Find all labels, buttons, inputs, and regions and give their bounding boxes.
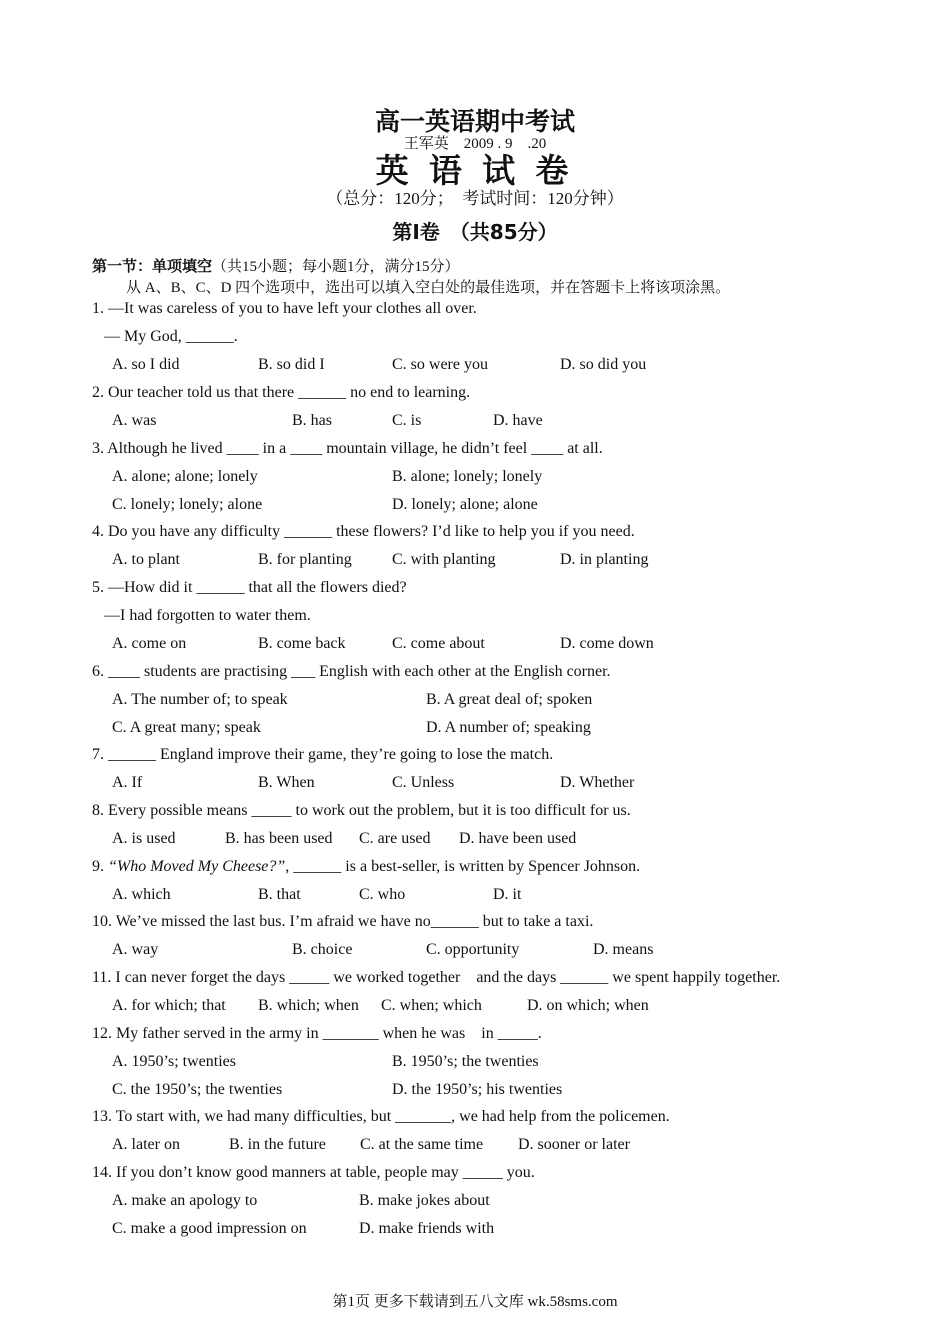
- question-9-option-b: B. that: [258, 886, 301, 903]
- question-3-option-b: B. alone; lonely; lonely: [392, 468, 543, 485]
- question-14-option-d: D. make friends with: [359, 1220, 495, 1237]
- question-8-stem: 8. Every possible means _____ to work out the problem, but it is too difficult for us.: [92, 802, 631, 819]
- question-10-option-a: A. way: [112, 941, 159, 958]
- question-7-option-d: D. Whether: [560, 774, 635, 791]
- question-14-option-c: C. make a good impression on: [112, 1220, 307, 1237]
- question-12-stem: 12. My father served in the army in _______ when he was in _____.: [92, 1025, 542, 1042]
- question-10-option-b: B. choice: [292, 941, 353, 958]
- question-9-stem: [92, 857, 640, 877]
- question-7-option-a: A. If: [112, 774, 143, 791]
- question-9-option-a: A. which: [112, 886, 171, 903]
- question-9-book-title: “Who Moved My Cheese?”: [108, 858, 286, 875]
- section-heading-note: （共15小题；每小题1分，满分15分）: [212, 259, 460, 275]
- question-8-option-c: C. are used: [359, 830, 431, 847]
- paper-title: 英 语 试 卷: [375, 154, 575, 190]
- question-10-option-c: C. opportunity: [426, 941, 520, 958]
- page-footer: 第1页 更多下载请到五八文库 wk.58sms.com: [332, 1294, 618, 1310]
- question-14-option-b: B. make jokes about: [359, 1192, 490, 1209]
- question-12-option-c: C. the 1950’s; the twenties: [112, 1081, 283, 1098]
- question-2-option-a: A. was: [112, 412, 157, 429]
- question-1-option-a: A. so I did: [112, 356, 180, 373]
- question-4-option-a: A. to plant: [112, 551, 180, 568]
- part-title: 第Ⅰ卷 （共85分）: [392, 220, 558, 244]
- question-6-option-b: B. A great deal of; spoken: [426, 691, 593, 708]
- exam-title: 高一英语期中考试: [374, 109, 575, 136]
- question-9-stem-rest: , ______ is a best-seller, is written by Spencer Johnson.: [285, 858, 641, 875]
- question-11-option-a: A. for which; that: [112, 997, 226, 1014]
- question-1-option-c: C. so were you: [392, 356, 488, 373]
- question-5-stem-reply: —I had forgotten to water them.: [104, 607, 311, 624]
- question-13-stem: 13. To start with, we had many difficulties, but _______, we had help from the policemen.: [92, 1108, 670, 1125]
- question-8-option-a: A. is used: [112, 830, 176, 847]
- question-1-option-d: D. so did you: [560, 356, 647, 373]
- question-4-stem: 4. Do you have any difficulty ______ these flowers? I’d like to help you if you need.: [92, 523, 635, 540]
- question-13-option-d: D. sooner or later: [518, 1136, 630, 1153]
- question-12-option-a: A. 1950’s; twenties: [112, 1053, 236, 1070]
- question-1-option-b: B. so did I: [258, 356, 325, 373]
- question-2-stem: 2. Our teacher told us that there ______ no end to learning.: [92, 384, 471, 401]
- question-5-option-a: A. come on: [112, 635, 187, 652]
- question-3-option-a: A. alone; alone; lonely: [112, 468, 258, 485]
- question-14-option-a: A. make an apology to: [112, 1192, 258, 1209]
- question-13-option-b: B. in the future: [229, 1136, 326, 1153]
- question-10-stem: 10. We’ve missed the last bus. I’m afraid we have no______ but to take a taxi.: [92, 913, 594, 930]
- question-5-stem: 5. —How did it ______ that all the flowers died?: [92, 579, 407, 596]
- question-11-option-c: C. when; which: [381, 997, 482, 1014]
- question-7-stem: 7. ______ England improve their game, they’re going to lose the match.: [92, 746, 554, 763]
- question-14-stem: 14. If you don’t know good manners at table, people may _____ you.: [92, 1164, 535, 1181]
- question-12-option-d: D. the 1950’s; his twenties: [392, 1081, 563, 1098]
- question-2-option-d: D. have: [493, 412, 543, 429]
- question-1-stem: 1. —It was careless of you to have left your clothes all over.: [92, 300, 477, 317]
- question-8-option-d: D. have been used: [459, 830, 577, 847]
- question-4-option-c: C. with planting: [392, 551, 496, 568]
- question-6-option-c: C. A great many; speak: [112, 719, 261, 736]
- question-9-option-c: C. who: [359, 886, 406, 903]
- question-6-stem: 6. ____ students are practising ___ English with each other at the English corner.: [92, 663, 611, 680]
- question-13-option-a: A. later on: [112, 1136, 180, 1153]
- question-5-option-d: D. come down: [560, 635, 654, 652]
- question-3-stem: 3. Although he lived ____ in a ____ mountain village, he didn’t feel ____ at all.: [92, 440, 603, 457]
- section-heading-label: 第一节：单项填空: [92, 257, 213, 275]
- question-7-option-b: B. When: [258, 774, 315, 791]
- question-10-option-d: D. means: [593, 941, 654, 958]
- question-3-option-c: C. lonely; lonely; alone: [112, 496, 263, 513]
- question-4-option-b: B. for planting: [258, 551, 352, 568]
- question-2-option-c: C. is: [392, 412, 422, 429]
- section-instruction: 从 A、B、C、D 四个选项中，选出可以填入空白处的最佳选项，并在答题卡上将该项涂黑。: [126, 280, 731, 296]
- question-7-option-c: C. Unless: [392, 774, 455, 791]
- question-1-stem-reply: — My God, ______.: [104, 328, 238, 345]
- question-3-option-d: D. lonely; alone; alone: [392, 496, 538, 513]
- question-5-option-b: B. come back: [258, 635, 346, 652]
- author-date: 王军英 2009 . 9 .20: [403, 136, 547, 152]
- section-heading: [92, 256, 460, 277]
- question-2-option-b: B. has: [292, 412, 332, 429]
- question-6-option-d: D. A number of; speaking: [426, 719, 591, 736]
- question-5-option-c: C. come about: [392, 635, 485, 652]
- question-6-option-a: A. The number of; to speak: [112, 691, 288, 708]
- question-11-option-d: D. on which; when: [527, 997, 649, 1014]
- score-time-line: （总分：120分； 考试时间：120分钟）: [326, 189, 624, 208]
- question-9-option-d: D. it: [493, 886, 522, 903]
- question-9-number: 9.: [92, 858, 108, 875]
- question-8-option-b: B. has been used: [225, 830, 333, 847]
- question-11-option-b: B. which; when: [258, 997, 359, 1014]
- question-11-stem: 11. I can never forget the days _____ we worked together and the days ______ we spent happily together.: [92, 969, 781, 986]
- question-4-option-d: D. in planting: [560, 551, 649, 568]
- question-13-option-c: C. at the same time: [360, 1136, 484, 1153]
- question-12-option-b: B. 1950’s; the twenties: [392, 1053, 539, 1070]
